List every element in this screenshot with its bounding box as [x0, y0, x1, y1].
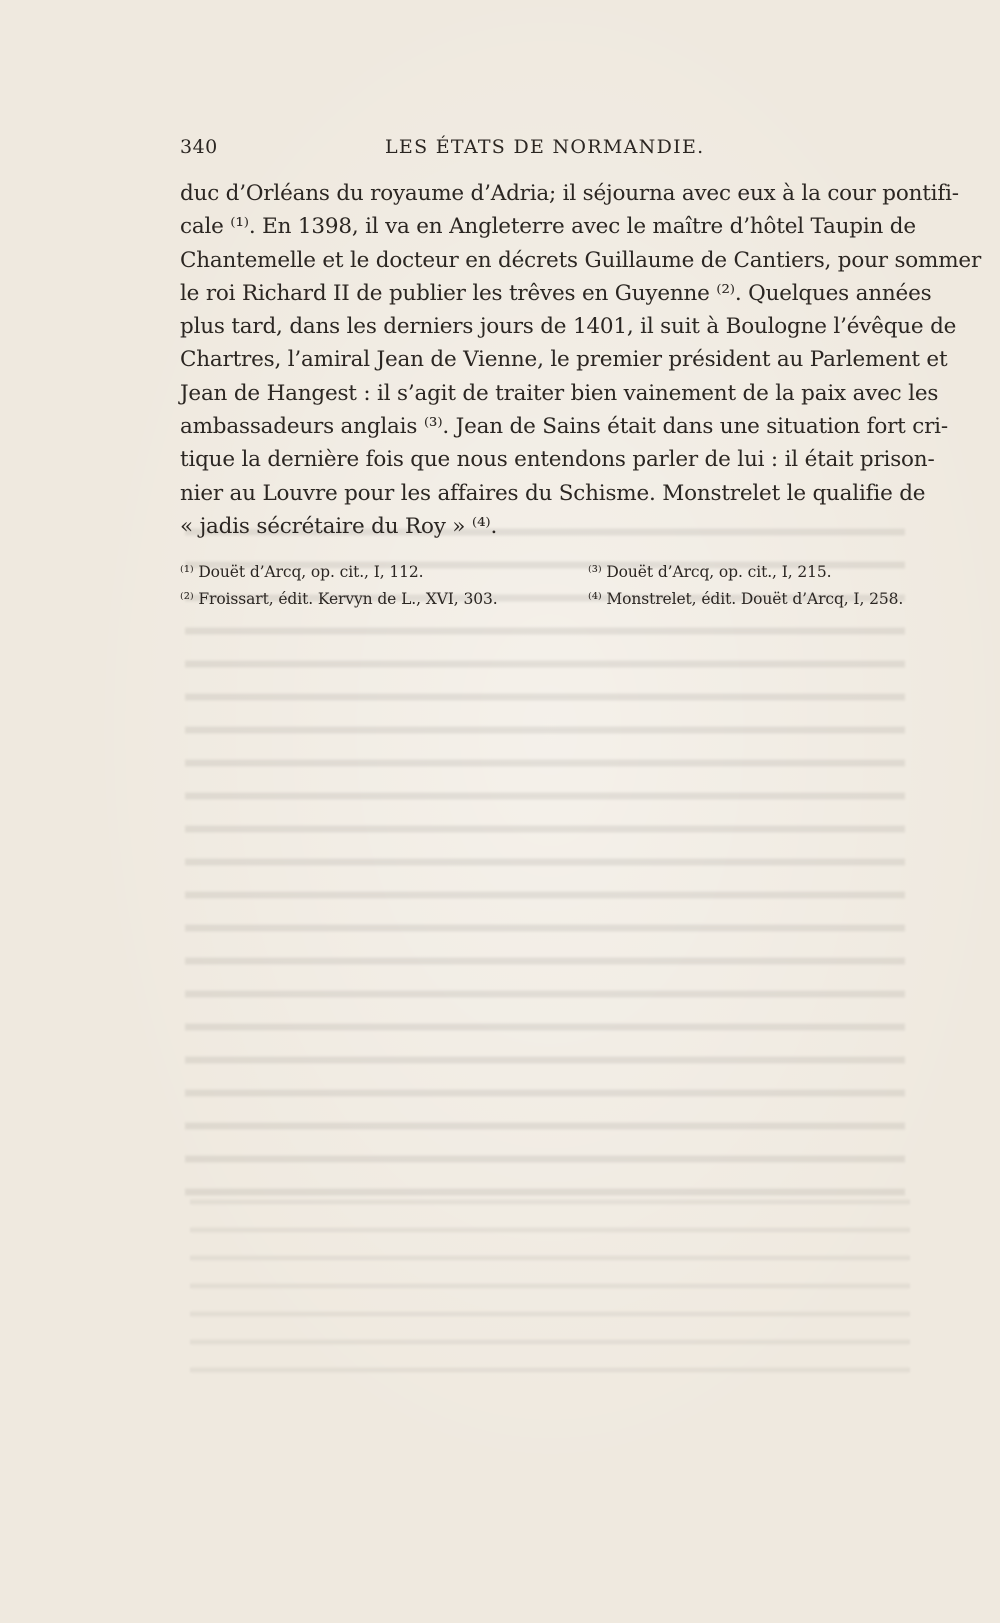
- footnote-4: ⁽⁴⁾ Monstrelet, édit. Douët d’Arcq, I, 258.: [588, 590, 904, 608]
- text-line: ambassadeurs anglais ⁽³⁾. Jean de Sains était dans une situation fort cri-: [180, 414, 948, 440]
- footnote-3: ⁽³⁾ Douët d’Arcq, op. cit., I, 215.: [588, 563, 832, 581]
- page-number: 340: [180, 136, 218, 158]
- text-line: tique la dernière fois que nous entendons parler de lui : il était prison-: [180, 447, 935, 473]
- footnote-2: ⁽²⁾ Froissart, édit. Kervyn de L., XVI, 303.: [180, 590, 498, 608]
- footnote-1: ⁽¹⁾ Douët d’Arcq, op. cit., I, 112.: [180, 563, 424, 581]
- text-line-last: « jadis sécrétaire du Roy » ⁽⁴⁾.: [180, 513, 498, 539]
- reverse-side-footnote-bleed-through: [190, 1185, 910, 1375]
- running-title: LES ÉTATS DE NORMANDIE.: [385, 136, 705, 158]
- text-line: plus tard, dans les derniers jours de 1401, il suit à Boulogne l’évêque de: [180, 314, 957, 340]
- text-line: Chantemelle et le docteur en décrets Guillaume de Cantiers, pour sommer: [180, 247, 982, 273]
- page-header: [180, 136, 900, 166]
- text-line: Chartres, l’amiral Jean de Vienne, le premier président au Parlement et: [180, 347, 948, 373]
- text-line: le roi Richard II de publier les trêves en Guyenne ⁽²⁾. Quelques années: [180, 280, 932, 306]
- text-line: nier au Louvre pour les affaires du Schisme. Monstrelet le qualifie de: [180, 480, 926, 506]
- text-line: duc d’Orléans du royaume d’Adria; il séjourna avec eux à la cour pontifi-: [180, 181, 959, 206]
- reverse-side-bleed-through: [185, 510, 905, 1210]
- text-line: cale ⁽¹⁾. En 1398, il va en Angleterre avec le maître d’hôtel Taupin de: [180, 214, 916, 240]
- main-paragraph: [180, 177, 982, 543]
- text-line: Jean de Hangest : il s’agit de traiter bien vainement de la paix avec les: [180, 380, 939, 406]
